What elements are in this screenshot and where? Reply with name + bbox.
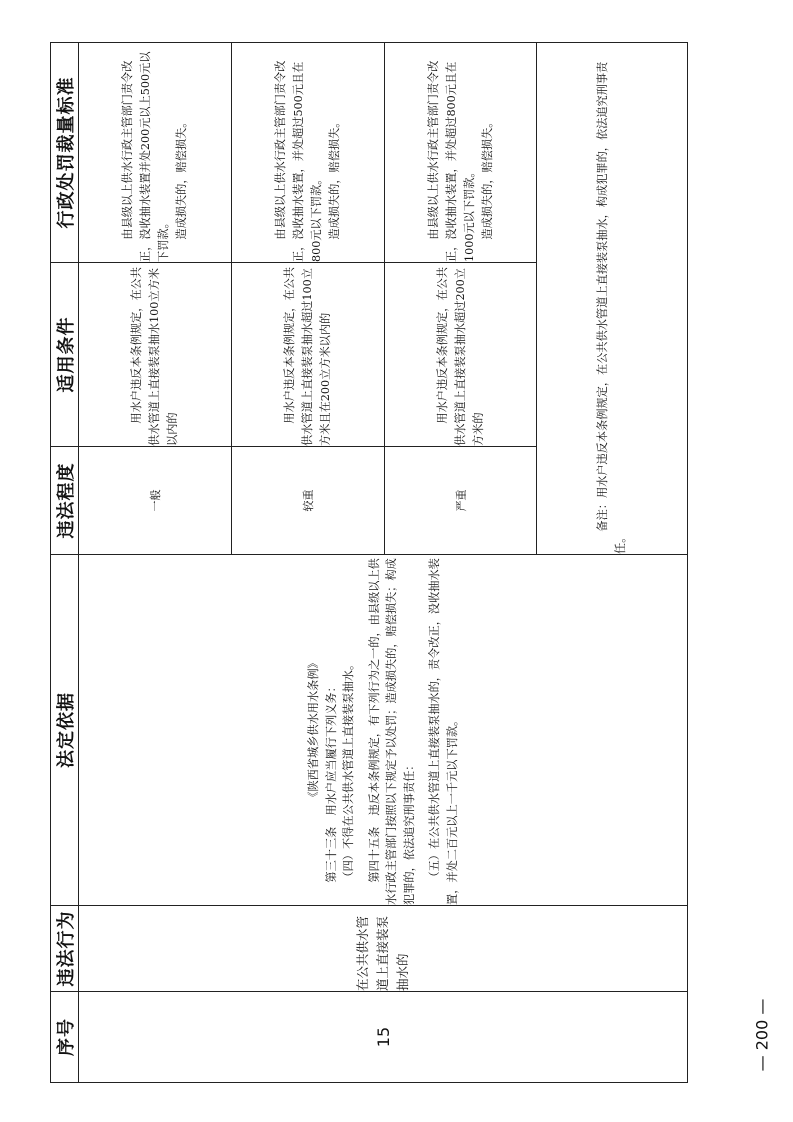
condition-general: 用水户违反本条例规定，在公共供水管道上直接装泵抽水100立方米以内的 [79,263,232,447]
header-violation: 违法行为 [51,906,79,992]
article-33: 第三十三条 用水户应当履行下列义务： [324,681,338,883]
standard-severe [385,43,537,263]
standard-general-compensation: 造成损失的，赔偿损失。 [175,116,188,240]
condition-severe: 用水户违反本条例规定，在公共供水管道上直接装泵抽水超过200立方米的 [385,263,537,447]
page-number [752,985,772,1085]
article-45-item-5: （五）在公共供水管道上直接装泵抽水的，责令改正，没收抽水装置，并处二百元以上一千元以下罚款。 [428,558,459,905]
penalty-table [50,42,688,1083]
article-33-item-4: （四）不得在公共供水管道上直接装泵抽水。 [342,658,355,883]
condition-serious: 用水户违反本条例规定，在公共供水管道上直接装泵抽水超过100立方米且在200立方米以内的 [232,263,385,447]
standard-serious-compensation: 造成损失的，赔偿损失。 [328,116,341,240]
standard-severe-penalty: 由县级以上供水行政主管部门责令改正，没收抽水装置，并处超过800元且在1000元以下罚款。 [426,60,476,262]
degree-severe: 严重 [385,447,537,555]
penalty-table-sheet [50,43,686,1083]
header-degree: 违法程度 [51,447,79,555]
table-row [79,43,232,1083]
article-45: 第四十五条 违反本条例规定，有下列行为之一的，由县级以上供水行政主管部门按照以下规定予以处罚；造成损失的，赔偿损失；构成犯罪的，依法追究刑事责任： [367,558,416,905]
standard-serious-penalty: 由县级以上供水行政主管部门责令改正，没收抽水装置，并处超过500元且在800元以下罚款。 [274,60,323,262]
standard-general-penalty: 由县级以上供水行政主管部门责令改正，没收抽水装置并处200元以上500元以下罚款。 [121,51,170,262]
seq-cell: 15 [79,992,688,1083]
header-standard: 行政处罚裁量标准 [51,43,79,263]
degree-general: 一般 [79,447,232,555]
degree-serious: 较重 [232,447,385,555]
header-seq: 序号 [51,992,79,1083]
standard-serious [232,43,385,263]
note-cell: 备注：用水户违反本条例规定，在公共供水管道上直接装泵抽水，构成犯罪的，依法追究刑事责任。 [537,43,688,555]
page-number-text: — 200 — [752,998,772,1072]
standard-general [79,43,232,263]
header-row [51,43,79,1083]
legal-basis-cell [79,555,688,906]
violation-cell: 在公共供水管道上直接装泵抽水的 [79,906,688,992]
header-legal-basis: 法定依据 [51,555,79,906]
header-conditions: 适用条件 [51,263,79,447]
regulation-title: 《陕西省城乡供水用水条例》 [307,657,320,803]
standard-severe-compensation: 造成损失的，赔偿损失。 [480,116,494,240]
